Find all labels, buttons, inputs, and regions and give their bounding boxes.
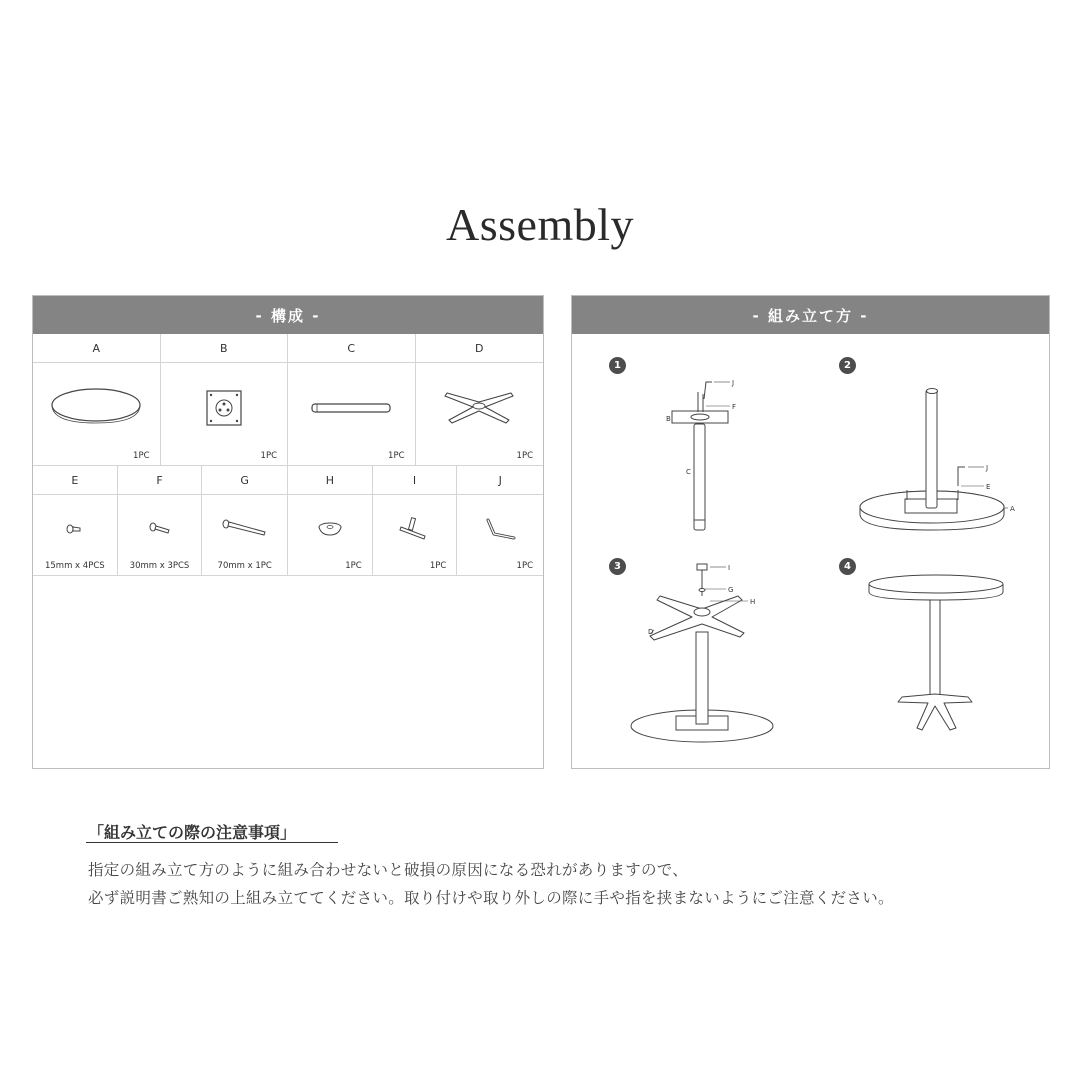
step2-diagram <box>860 389 1008 531</box>
step-badge: 2 <box>839 357 856 374</box>
part-letter: J <box>498 473 502 487</box>
components-row1-images <box>33 363 543 466</box>
part-cell-f <box>118 495 203 575</box>
part-letter: B <box>161 334 289 362</box>
components-panel <box>32 295 544 769</box>
mounting-plate-icon <box>204 388 244 428</box>
components-row2-images <box>33 495 543 576</box>
part-cell-d <box>416 363 544 465</box>
assembly-panel <box>571 295 1050 769</box>
notes-line-1: 指定の組み立て方のように組み合わせないと破損の原因になる恐れがありますので、 <box>88 861 689 879</box>
label-j: J <box>986 464 989 472</box>
step-badge: 1 <box>609 357 626 374</box>
long-bolt-icon <box>220 517 270 541</box>
label-d: D <box>648 628 654 636</box>
components-row2-header <box>33 466 543 495</box>
part-qty: 1PC <box>260 451 277 461</box>
part-cell-a <box>33 363 161 465</box>
notes-line-2: 必ず説明書ご熟知の上組み立ててください。取り付けや取り外しの際に手や指を挟まないようにご注意ください。 <box>88 889 894 907</box>
part-qty: 1PC <box>516 561 534 571</box>
part-letter: C <box>288 334 416 362</box>
part-cell-g <box>202 495 288 575</box>
part-cell-h <box>288 495 373 575</box>
step4-diagram <box>869 575 1003 730</box>
label-b: B <box>666 415 671 423</box>
part-cell-j <box>457 495 543 575</box>
cross-base-icon <box>439 388 519 428</box>
step1-diagram <box>672 382 730 530</box>
part-qty: 30mm x 3PCS <box>129 561 190 571</box>
part-letter: H <box>288 466 373 494</box>
part-letter: G <box>202 466 288 494</box>
part-letter: D <box>475 341 484 355</box>
part-letter: F <box>118 466 203 494</box>
hex-key-icon <box>480 514 520 544</box>
step-badge: 4 <box>839 558 856 575</box>
part-qty: 1PC <box>388 451 405 461</box>
part-letter: E <box>33 466 118 494</box>
label-h: H <box>750 598 756 606</box>
components-row1-header <box>33 334 543 363</box>
notes-title: 「組み立ての際の注意事項」 <box>88 823 297 842</box>
label-c: C <box>686 468 691 476</box>
components-header: - 構成 - <box>33 296 543 334</box>
part-qty: 1PC <box>516 451 533 461</box>
part-qty: 1PC <box>133 451 150 461</box>
part-cell-i <box>373 495 458 575</box>
part-qty: 15mm x 4PCS <box>44 561 105 571</box>
washer-cup-icon <box>315 519 345 539</box>
label-f: F <box>732 403 737 411</box>
short-screw-icon <box>60 519 90 539</box>
step-badge: 3 <box>609 558 626 575</box>
part-letter: I <box>373 466 458 494</box>
wrench-tool-icon <box>395 514 435 544</box>
part-qty: 1PC <box>429 561 447 571</box>
notes-title-underline <box>86 842 338 843</box>
page-title: Assembly <box>446 199 634 250</box>
label-e: E <box>986 483 991 491</box>
part-letter: A <box>33 334 161 362</box>
round-tabletop-icon <box>46 383 146 433</box>
pole-icon <box>309 398 393 418</box>
label-a: A <box>1010 505 1015 513</box>
medium-screw-icon <box>145 519 175 539</box>
part-qty: 70mm x 1PC <box>217 561 272 571</box>
label-j: J <box>732 379 735 387</box>
assembly-header: - 組み立て方 - <box>572 296 1049 334</box>
step3-diagram <box>631 564 773 742</box>
label-i: I <box>728 564 731 572</box>
part-qty: 1PC <box>345 561 362 571</box>
part-cell-c <box>288 363 416 465</box>
part-cell-e <box>33 495 118 575</box>
assembly-diagrams <box>572 334 1049 768</box>
part-cell-b <box>161 363 289 465</box>
label-g: G <box>728 586 734 594</box>
